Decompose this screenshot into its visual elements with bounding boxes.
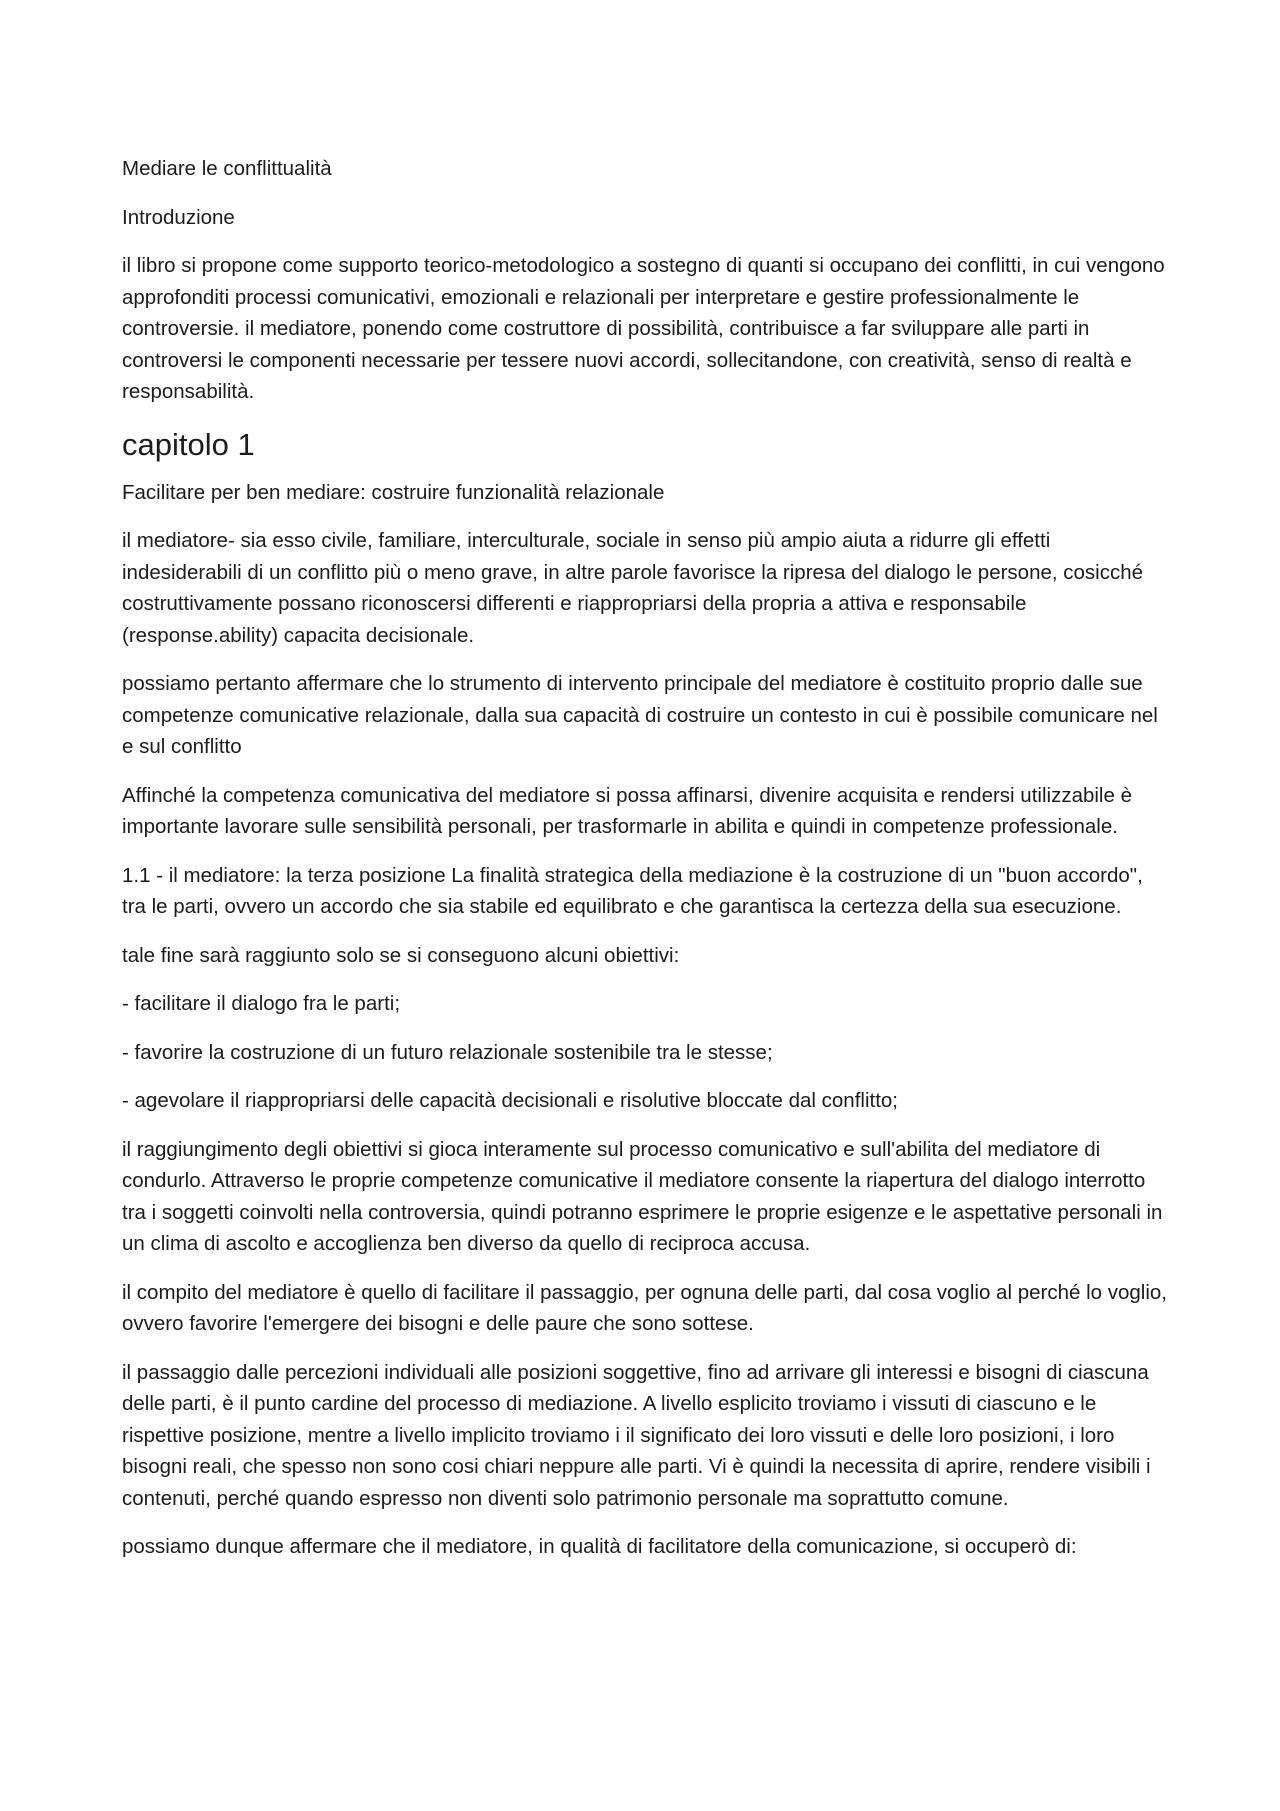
paragraph: possiamo dunque affermare che il mediatore, in qualità di facilitatore della comunicazione, si occuperò di: [122, 1535, 1077, 1558]
document-page [122, 153, 1172, 1580]
paragraph: tale fine sarà raggiunto solo se si conseguono alcuni obiettivi: [122, 943, 680, 967]
paragraph: possiamo pertanto affermare che lo strumento di intervento principale del mediatore è costituito proprio dalle sue competenze comunicative relazionale, dalla sua capacità di costruire un contesto in cui è possibile comunicare nel e sul conflitto [122, 672, 1158, 758]
list-item: - favorire la costruzione di un futuro relazionale sostenibile tra le stesse; [122, 1040, 773, 1064]
list-item: - facilitare il dialogo fra le parti; [122, 992, 401, 1015]
paragraph: Affinché la competenza comunicativa del mediatore si possa affinarsi, divenire acquisita e rendersi utilizzabile è importante lavorare sulle sensibilità personali, per trasformarle in abilita e quindi in competenze professionale. [122, 783, 1132, 838]
intro-paragraph: il libro si propone come supporto teorico-metodologico a sostegno di quanti si occupano dei conflitti, in cui vengono approfonditi processi comunicativi, emozionali e relazionali per interpretare e gestire professionalmente le controversie. il mediatore, ponendo come costruttore di possibilità, contribuisce a far sviluppare alle parti in controversi le componenti necessarie per tessere nuovi accordi, sollecitandone, con creatività, senso di realtà e responsabilità. [122, 254, 1165, 403]
paragraph: il compito del mediatore è quello di facilitare il passaggio, per ognuna delle parti, dal cosa voglio al perché lo voglio, ovvero favorire l'emergere dei bisogni e delle paure che sono sottese. [122, 1280, 1167, 1335]
paragraph: il mediatore- sia esso civile, familiare, interculturale, sociale in senso più ampio aiuta a ridurre gli effetti indesiderabili di un conflitto più o meno grave, in altre parole favorisce la ripresa del dialogo le persone, cosicché costruttivamente possano riconoscersi differenti e riappropriarsi della propria a attiva e responsabile (response.ability) capacita decisionale. [122, 529, 1144, 647]
paragraph: il passaggio dalle percezioni individuali alle posizioni soggettive, fino ad arrivare gli interessi e bisogni di ciascuna delle parti, è il punto cardine del processo di mediazione. A livello esplicito troviamo i vissuti di ciascuno e le rispettive posizione, mentre a livello implicito troviamo i il significato dei loro vissuti e delle loro posizioni, i loro bisogni reali, che spesso non sono cosi chiari neppure alle parti. Vi è quindi la necessita di aprire, rendere visibili i contenuti, perché quando espresso non diventi solo patrimonio personale ma soprattutto comune. [122, 1360, 1151, 1510]
intro-heading: Introduzione [122, 205, 235, 229]
chapter-subtitle: Facilitare per ben mediare: costruire funzionalità relazionale [122, 480, 665, 504]
chapter-heading: capitolo 1 [122, 426, 255, 462]
paragraph: il raggiungimento degli obiettivi si gioca interamente sul processo comunicativo e sull'abilita del mediatore di condurlo. Attraverso le proprie competenze comunicative il mediatore consente la riapertura del dialogo interrotto tra i soggetti coinvolti nella controversia, quindi potranno esprimere le proprie esigenze e le aspettative personali in un clima di ascolto e accoglienza ben diverso da quello di reciproca accusa. [122, 1137, 1163, 1255]
document-title: Mediare le conflittualità [122, 157, 332, 180]
list-item: - agevolare il riappropriarsi delle capacità decisionali e risolutive bloccate dal conflitto; [122, 1089, 898, 1112]
paragraph: 1.1 - il mediatore: la terza posizione La finalità strategica della mediazione è la costruzione di un "buon accordo", tra le parti, ovvero un accordo che sia stabile ed equilibrato e che garantisca la certezza della sua esecuzione. [122, 863, 1143, 918]
